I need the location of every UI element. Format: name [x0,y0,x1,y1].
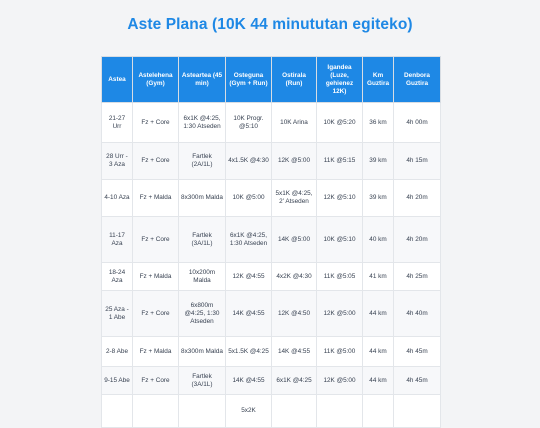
column-header: Ostirala (Run) [272,57,317,103]
table-row [102,180,441,217]
table-cell: 44 km [363,337,394,367]
column-header: Osteguna (Gym + Run) [226,57,272,103]
table-cell: 9-15 Abe [102,367,133,395]
table-cell: 39 km [363,143,394,180]
table-cell [102,395,133,428]
table-cell: Fz + Malda [133,180,179,217]
table-cell: 10K @5:00 [226,180,272,217]
table-cell: 5x1K @4:25, 2' Atseden [272,180,317,217]
table-cell [394,395,441,428]
table-cell: 44 km [363,367,394,395]
table-cell: Fartlek (3A/1L) [179,367,226,395]
table-cell [179,395,226,428]
table-cell [133,395,179,428]
table-cell: 14K @4:55 [272,337,317,367]
table-row [102,103,441,143]
table-cell: 14K @4:55 [226,367,272,395]
table-cell: 8x300m Malda [179,180,226,217]
table-cell [363,395,394,428]
table-cell: 12K @5:00 [272,143,317,180]
table-cell: 11K @5:00 [317,337,363,367]
table-cell: 11K @5:05 [317,263,363,291]
table-cell: 12K @5:00 [317,367,363,395]
table-cell: 4x1.5K @4:30 [226,143,272,180]
table-cell: 12K @5:10 [317,180,363,217]
table-cell: 28 Urr - 3 Aza [102,143,133,180]
column-header: Astea [102,57,133,103]
table-cell: 2-8 Abe [102,337,133,367]
table-cell: Fz + Malda [133,337,179,367]
table-row [102,217,441,263]
table-cell: 5x2K [226,395,272,428]
table-cell: Fz + Core [133,291,179,337]
training-plan-table [101,56,441,428]
table-row [102,143,441,180]
page-title: Aste Plana (10K 44 minututan egiteko) [127,16,413,33]
table-cell: 4h 00m [394,103,441,143]
table-cell: 12K @4:50 [272,291,317,337]
table-cell: 12K @5:00 [317,291,363,337]
table-row [102,367,441,395]
table-cell: 6x1K @4:25, 1:30 Atseden [226,217,272,263]
table-cell: 6x800m @4:25, 1:30 Atseden [179,291,226,337]
table-cell: 10K Arina [272,103,317,143]
table-cell: 44 km [363,291,394,337]
table-cell: 10K Progr. @5:10 [226,103,272,143]
table-cell: 36 km [363,103,394,143]
table-cell: 18-24 Aza [102,263,133,291]
table-cell: 12K @4:55 [226,263,272,291]
table-cell: 4h 45m [394,337,441,367]
table-cell: 11K @5:15 [317,143,363,180]
column-header: Igandea (Luze, gehienez 12K) [317,57,363,103]
table-cell: 25 Aza - 1 Abe [102,291,133,337]
table-cell: 6x1K @4:25, 1:30 Atseden [179,103,226,143]
table-cell: 39 km [363,180,394,217]
table-cell: Fz + Malda [133,263,179,291]
table-cell: 4h 40m [394,291,441,337]
table-cell: 4-10 Aza [102,180,133,217]
table-cell: Fz + Core [133,103,179,143]
table-cell: Fz + Core [133,217,179,263]
table-cell: 4h 45m [394,367,441,395]
table-cell: 14K @4:55 [226,291,272,337]
table-cell: 4h 20m [394,180,441,217]
table-row [102,395,441,428]
table-cell: 40 km [363,217,394,263]
table-cell: 8x300m Malda [179,337,226,367]
table-cell: 10x200m Malda [179,263,226,291]
header-row [102,57,441,103]
table-cell: 10K @5:20 [317,103,363,143]
table-cell: 4h 20m [394,217,441,263]
table-row [102,337,441,367]
table-cell: 10K @5:10 [317,217,363,263]
table-row [102,263,441,291]
table-cell: 14K @5:00 [272,217,317,263]
table-cell: 4x2K @4:30 [272,263,317,291]
table-cell: Fartlek (2A/1L) [179,143,226,180]
table-cell [317,395,363,428]
column-header: Km Guztira [363,57,394,103]
table-cell: Fz + Core [133,367,179,395]
column-header: Astelehena (Gym) [133,57,179,103]
table-cell: Fartlek (3A/1L) [179,217,226,263]
table-cell: 21-27 Urr [102,103,133,143]
table-row [102,291,441,337]
column-header: Denbora Guztira [394,57,441,103]
table-cell: Fz + Core [133,143,179,180]
table-cell [272,395,317,428]
table-cell: 5x1.5K @4:25 [226,337,272,367]
table-cell: 4h 25m [394,263,441,291]
table-cell: 11-17 Aza [102,217,133,263]
table-cell: 6x1K @4:25 [272,367,317,395]
table-cell: 41 km [363,263,394,291]
column-header: Asteartea (45 min) [179,57,226,103]
table-cell: 4h 15m [394,143,441,180]
